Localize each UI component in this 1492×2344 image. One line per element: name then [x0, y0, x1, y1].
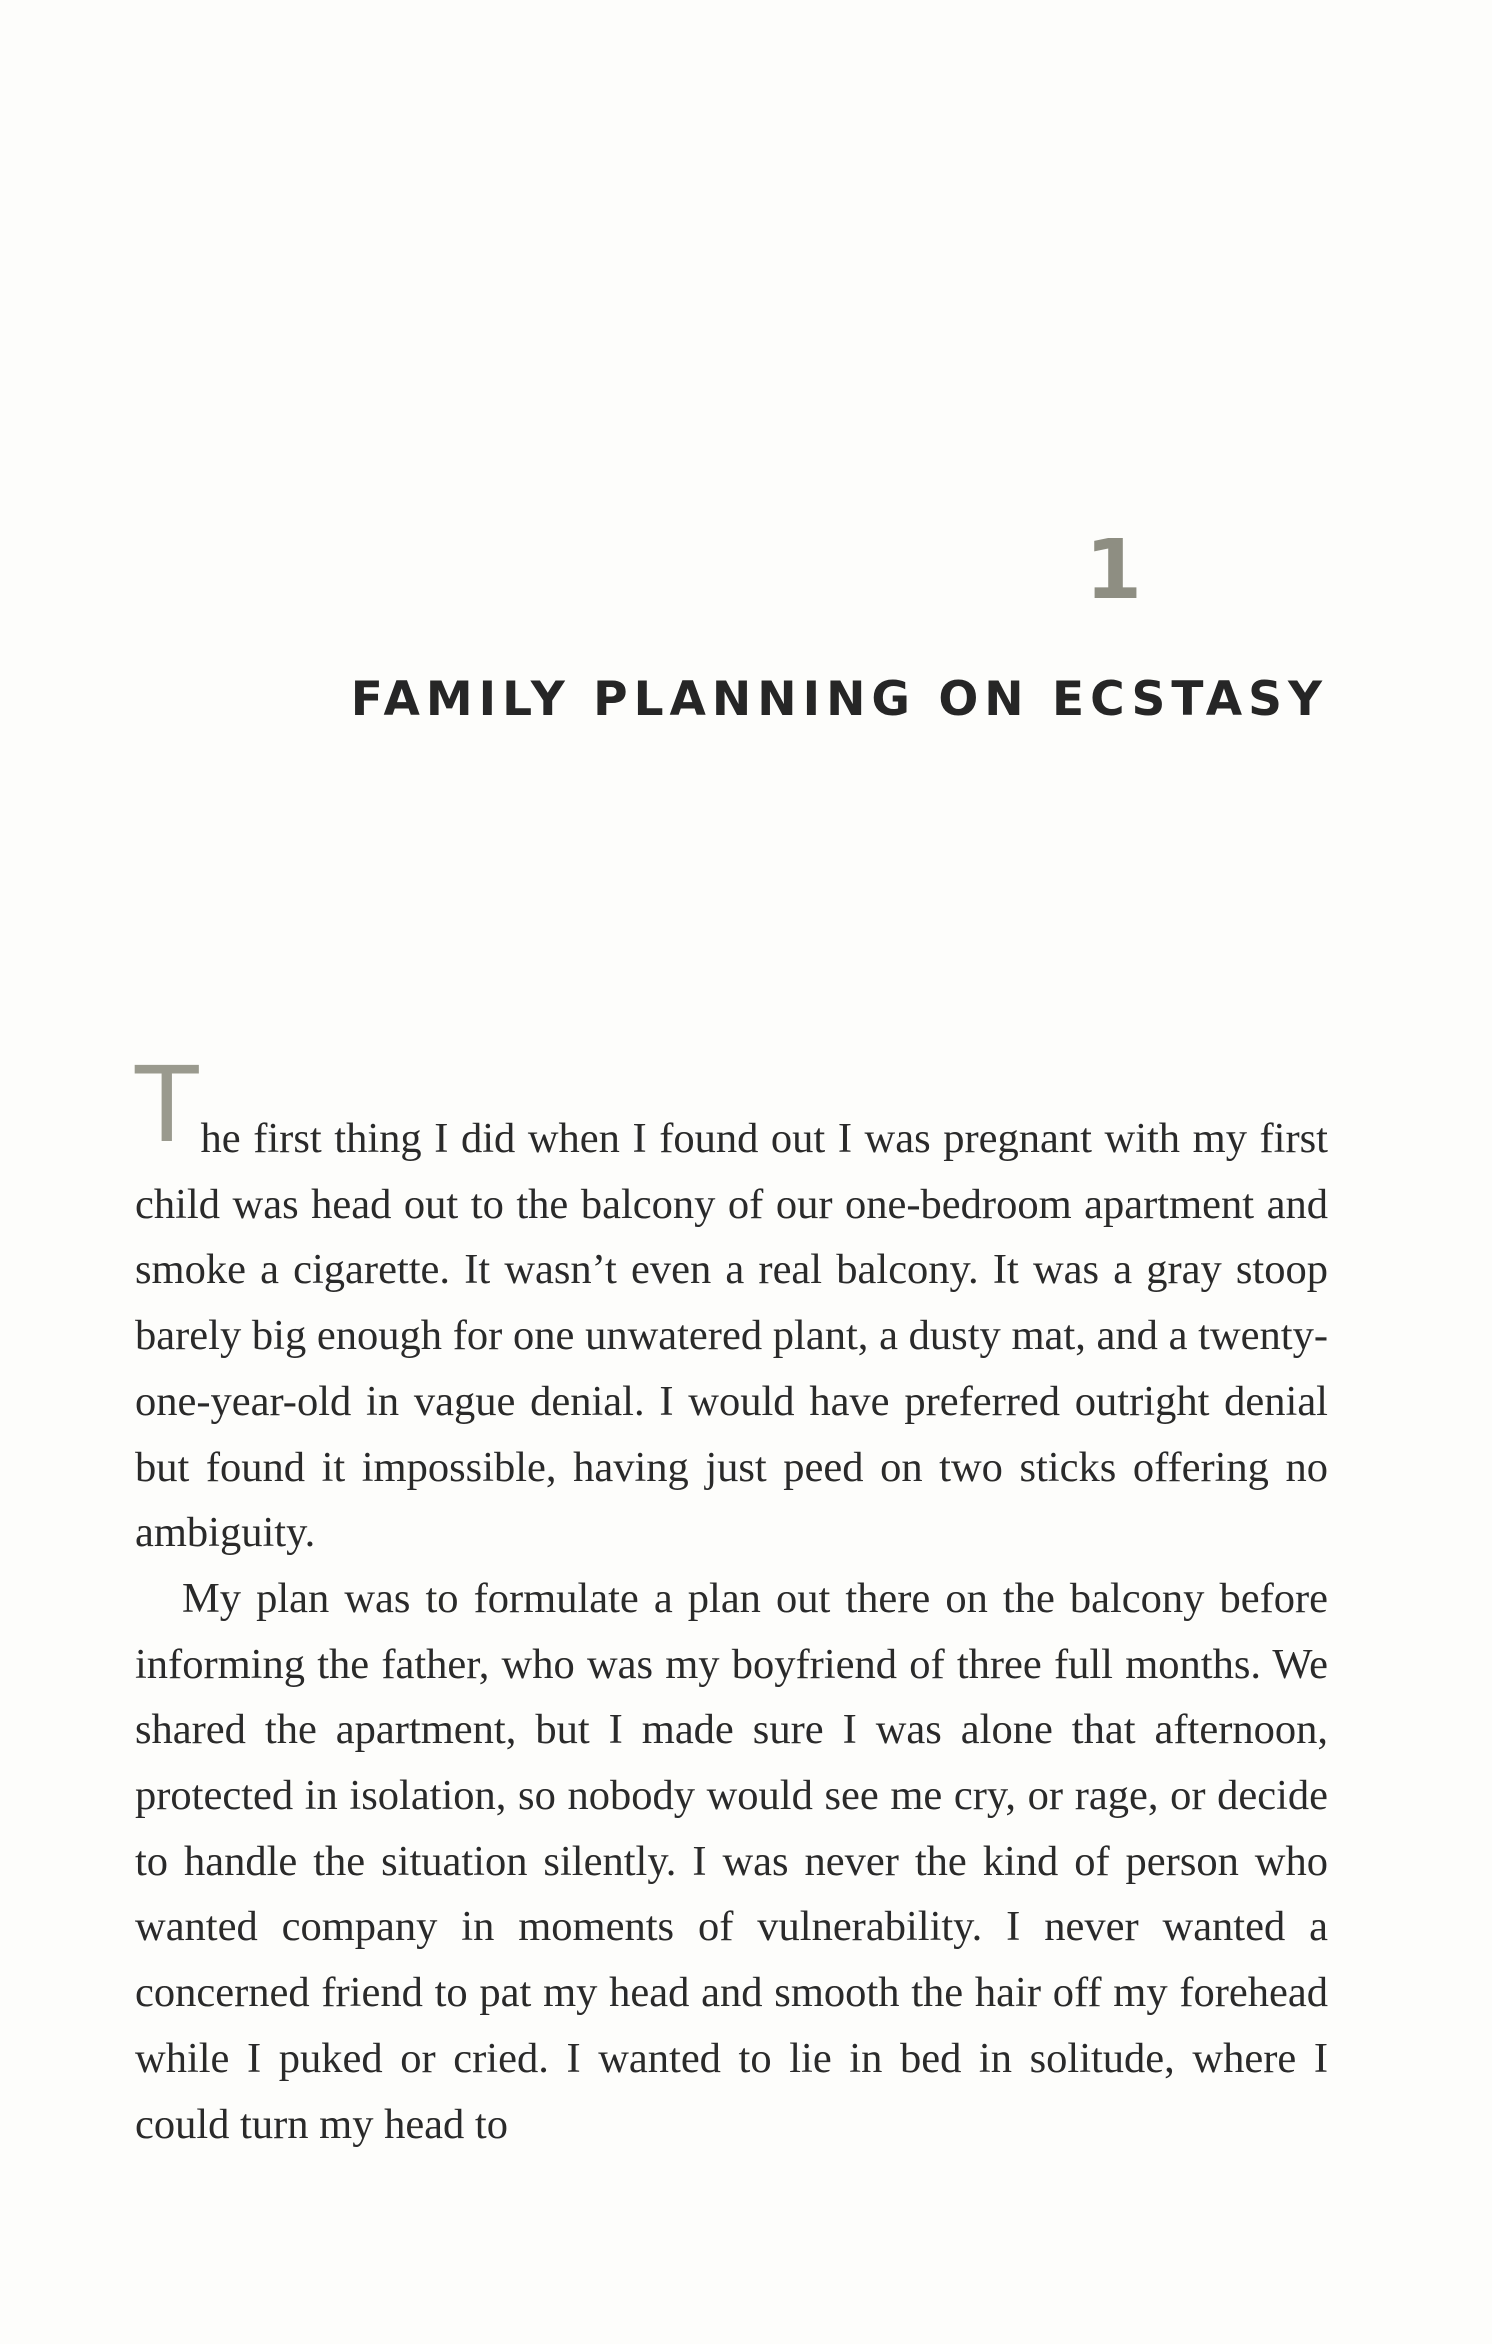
chapter-title: FAMILY PLANNING ON ECSTASY [350, 672, 1328, 727]
drop-cap: T [135, 1044, 199, 1166]
paragraph-1 [135, 1044, 1328, 1566]
paragraph-2: My plan was to formulate a plan out there on the balcony before informing the father, who was my boyfriend of three full months. We shared the apartment, but I made sure I was alone that afternoon, protected in isolation, so nobody would see me cry, or rage, or decide to handle the situation silently. I was never the kind of person who wanted company in moments of vulnerability. I never wanted a concerned friend to pat my head and smooth the hair off my forehead while I puked or cried. I wanted to lie in bed in solitude, where I could turn my head to [135, 1574, 1328, 2148]
paragraph-1-text: he first thing I did when I found out I was pregnant with my first child was head out to the balcony of our one-bedroom apartment and smoke a cigarette. It wasn’t even a real balcony. It was a gray stoop barely big enough for one unwatered plant, a dusty mat, and a twenty-one-year-old in vague denial. I would have preferred outright denial but found it impossible, having just peed on two sticks offering no ambiguity. [135, 1115, 1328, 1557]
chapter-number: 1 [1084, 523, 1142, 618]
chapter-body [135, 1044, 1328, 2157]
